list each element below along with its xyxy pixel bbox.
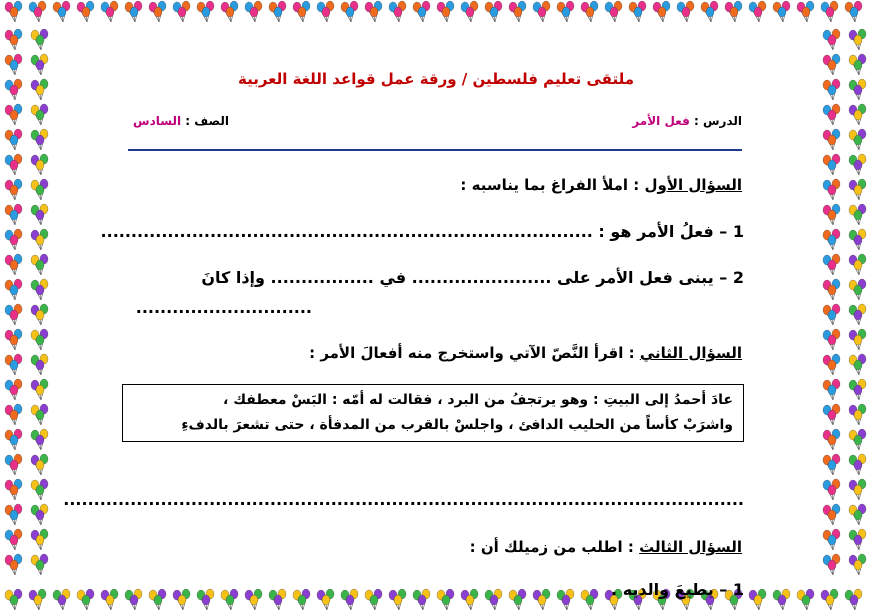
balloon-cluster (341, 1, 358, 22)
balloon-cluster (677, 1, 694, 22)
balloon-cluster (413, 1, 430, 22)
balloon-cluster (849, 179, 866, 200)
q1-heading (460, 176, 742, 194)
balloon-cluster (31, 379, 48, 400)
grade-value: السادس (133, 114, 182, 128)
balloon-cluster (5, 54, 22, 75)
balloon-cluster (849, 404, 866, 425)
balloon-cluster (293, 1, 310, 22)
balloon-cluster (31, 504, 48, 525)
balloon-cluster (849, 354, 866, 375)
balloon-cluster (845, 1, 862, 22)
balloon-cluster (173, 1, 190, 22)
balloon-cluster (821, 589, 838, 610)
balloon-cluster (849, 204, 866, 225)
balloon-cluster (31, 104, 48, 125)
balloon-cluster (31, 254, 48, 275)
balloon-cluster (5, 589, 22, 610)
balloon-cluster (823, 179, 840, 200)
balloon-cluster (823, 29, 840, 50)
balloon-cluster (823, 504, 840, 525)
balloon-cluster (823, 554, 840, 575)
balloon-cluster (5, 504, 22, 525)
balloon-cluster (77, 1, 94, 22)
balloon-cluster (849, 154, 866, 175)
balloon-cluster (849, 429, 866, 450)
q2-heading (309, 344, 742, 362)
balloon-cluster (31, 479, 48, 500)
balloon-cluster (245, 1, 262, 22)
balloon-cluster (29, 1, 46, 22)
balloon-cluster (53, 1, 70, 22)
balloon-cluster (5, 29, 22, 50)
balloon-cluster (485, 1, 502, 22)
balloon-cluster (849, 29, 866, 50)
balloon-cluster (5, 529, 22, 550)
balloon-cluster (5, 204, 22, 225)
balloon-cluster (31, 79, 48, 100)
balloon-cluster (725, 1, 742, 22)
balloon-cluster (5, 104, 22, 125)
balloon-cluster (849, 329, 866, 350)
q2-title: السؤال الثاني (639, 344, 742, 362)
balloon-cluster (823, 104, 840, 125)
balloon-cluster (629, 1, 646, 22)
balloon-cluster (5, 129, 22, 150)
balloon-cluster (5, 329, 22, 350)
balloon-cluster (31, 179, 48, 200)
passage-line-1: عادَ أحمدُ إلى البيتِ : وهو يرتجفُ من البرد ، فقالت له أمّه : البَسْ معطفك ، (223, 392, 733, 408)
grade-label: الصف : (185, 114, 229, 128)
q3-title: السؤال الثالث (639, 538, 742, 556)
balloon-cluster (557, 1, 574, 22)
balloon-cluster (821, 1, 838, 22)
lesson-label: الدرس : (694, 114, 742, 128)
q2-answer-line: ................................................................................................................ (63, 490, 744, 509)
balloon-cluster (823, 229, 840, 250)
balloon-cluster (461, 1, 478, 22)
balloon-cluster (31, 279, 48, 300)
balloon-cluster (849, 504, 866, 525)
page-title: ملتقى تعليم فلسطين / ورقة عمل قواعد اللغة العربية (237, 70, 635, 88)
balloon-cluster (5, 254, 22, 275)
balloon-cluster (849, 454, 866, 475)
balloon-cluster (437, 1, 454, 22)
q3-instruction: : اطلب من زميلك أن : (469, 538, 634, 556)
balloon-cluster (849, 254, 866, 275)
balloon-cluster (823, 429, 840, 450)
balloon-cluster (29, 589, 46, 610)
q1-item-2: 2 – يبنى فعل الأمر على ....................... في ................. وإذا كانَ (201, 268, 744, 287)
balloon-cluster (849, 229, 866, 250)
balloon-cluster (31, 529, 48, 550)
balloon-cluster (653, 1, 670, 22)
q3-item-1: 1 – يطيعَ والديه . (611, 580, 744, 599)
balloon-cluster (797, 1, 814, 22)
balloon-cluster (31, 129, 48, 150)
balloon-cluster (5, 279, 22, 300)
balloon-cluster (31, 329, 48, 350)
balloon-cluster (845, 589, 862, 610)
balloon-cluster (5, 229, 22, 250)
balloon-cluster (389, 1, 406, 22)
balloon-cluster (823, 79, 840, 100)
balloon-cluster (849, 104, 866, 125)
lesson-value: فعل الأمر (632, 114, 690, 128)
balloon-cluster (31, 54, 48, 75)
balloon-cluster (823, 354, 840, 375)
balloon-cluster (5, 304, 22, 325)
balloon-cluster (823, 304, 840, 325)
q2-instruction: : اقرأ النَّصّ الآتي واستخرج منه أفعالَ الأمر : (309, 344, 635, 362)
grade-info (133, 114, 229, 128)
balloon-cluster (823, 479, 840, 500)
balloon-cluster (823, 454, 840, 475)
balloon-cluster (31, 454, 48, 475)
passage-line-2: واشرَبْ كأساً من الحليب الدافئ ، واجلسْ بالقرب من المدفأة ، حتى تشعرَ بالدفءِ (181, 417, 733, 433)
balloon-cluster (823, 404, 840, 425)
balloon-cluster (269, 1, 286, 22)
balloon-cluster (849, 279, 866, 300)
balloon-cluster (823, 54, 840, 75)
balloon-cluster (849, 529, 866, 550)
balloon-cluster (31, 154, 48, 175)
balloon-cluster (701, 1, 718, 22)
balloon-cluster (5, 1, 22, 22)
reading-passage (122, 384, 744, 442)
balloon-cluster (605, 1, 622, 22)
q1-title: السؤال الأول (644, 176, 742, 194)
balloon-cluster (823, 279, 840, 300)
balloon-cluster (823, 204, 840, 225)
balloon-cluster (365, 1, 382, 22)
balloon-cluster (221, 1, 238, 22)
balloon-cluster (5, 454, 22, 475)
balloon-cluster (823, 254, 840, 275)
balloon-cluster (31, 229, 48, 250)
balloon-cluster (5, 154, 22, 175)
balloon-cluster (749, 1, 766, 22)
balloon-cluster (31, 404, 48, 425)
header-divider (128, 149, 742, 151)
balloon-cluster (31, 429, 48, 450)
balloon-cluster (849, 54, 866, 75)
q3-heading (470, 538, 742, 556)
balloon-cluster (5, 354, 22, 375)
balloon-cluster (849, 554, 866, 575)
balloon-cluster (849, 129, 866, 150)
lesson-info (632, 114, 742, 128)
q1-item-1: 1 – فعلُ الأمر هو : ................................................................................. (100, 222, 744, 241)
balloon-cluster (849, 479, 866, 500)
balloon-cluster (31, 29, 48, 50)
balloon-cluster (849, 79, 866, 100)
balloon-cluster (5, 379, 22, 400)
balloon-cluster (823, 529, 840, 550)
balloon-cluster (101, 1, 118, 22)
balloon-cluster (533, 1, 550, 22)
balloon-cluster (5, 554, 22, 575)
balloon-cluster (823, 129, 840, 150)
balloon-cluster (31, 304, 48, 325)
balloon-cluster (773, 1, 790, 22)
balloon-cluster (509, 1, 526, 22)
balloon-cluster (125, 1, 142, 22)
balloon-cluster (31, 204, 48, 225)
balloon-cluster (823, 329, 840, 350)
balloon-cluster (5, 79, 22, 100)
balloon-cluster (823, 379, 840, 400)
balloon-cluster (5, 404, 22, 425)
balloon-cluster (849, 379, 866, 400)
worksheet (60, 40, 812, 610)
balloon-cluster (31, 354, 48, 375)
balloon-cluster (5, 429, 22, 450)
balloon-cluster (849, 304, 866, 325)
balloon-cluster (823, 154, 840, 175)
balloon-cluster (31, 554, 48, 575)
balloon-cluster (5, 479, 22, 500)
balloon-cluster (149, 1, 166, 22)
q1-item-2-continuation: ............................. (135, 298, 312, 317)
balloon-cluster (317, 1, 334, 22)
q1-instruction: : املأ الفراغ بما يناسبه : (460, 176, 640, 194)
balloon-cluster (581, 1, 598, 22)
balloon-cluster (197, 1, 214, 22)
balloon-cluster (5, 179, 22, 200)
